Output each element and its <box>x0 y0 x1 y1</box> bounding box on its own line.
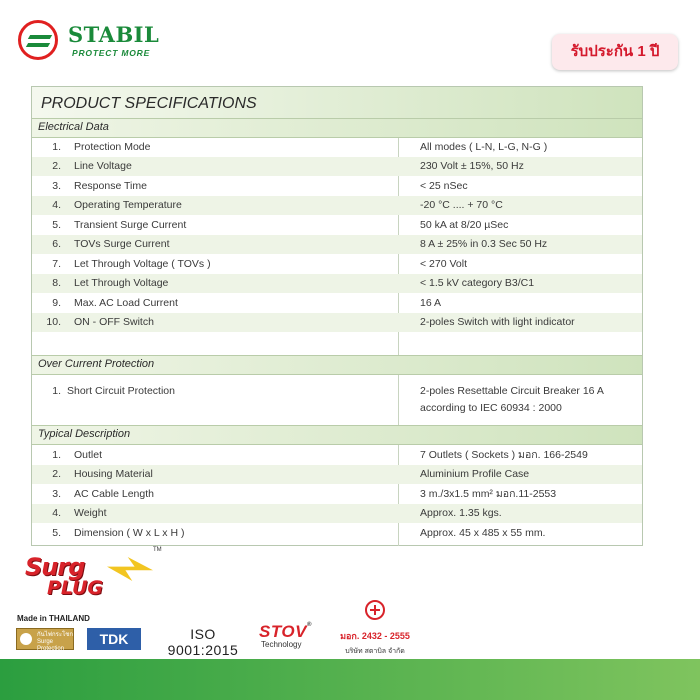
section-typical <box>32 425 642 445</box>
surge-protection-icon <box>20 633 32 645</box>
row-value: 16 A <box>420 297 442 309</box>
row-number: 8. <box>52 277 61 289</box>
row-value: 50 kA at 8/20 µSec <box>420 219 509 231</box>
spec-row <box>32 235 642 254</box>
spec-row <box>32 385 642 423</box>
row-number: 7. <box>52 258 61 270</box>
stov-subtitle: Technology <box>261 640 302 649</box>
surge-plug-logo-top: Surg <box>25 553 85 581</box>
tdk-logo: TDK <box>87 628 141 650</box>
row-value: 230 Volt ± 15%, 50 Hz <box>420 160 524 172</box>
section-title-over-current: Over Current Protection <box>38 358 155 370</box>
section-title-electrical: Electrical Data <box>38 121 109 133</box>
row-number: 10. <box>46 316 61 328</box>
row-value: 8 A ± 25% in 0.3 Sec 50 Hz <box>420 238 548 250</box>
row-value-line2: according to IEC 60934 : 2000 <box>420 402 562 414</box>
row-label: Operating Temperature <box>74 199 182 211</box>
row-number: 6. <box>52 238 61 250</box>
trademark-mark: TM <box>153 547 162 553</box>
row-label: Line Voltage <box>74 160 132 172</box>
section-electrical <box>32 118 642 138</box>
row-value: < 25 nSec <box>420 180 468 192</box>
warranty-badge: รับประกัน 1 ปี <box>552 34 678 70</box>
row-label: ON - OFF Switch <box>74 316 154 328</box>
section-over-current <box>32 355 642 375</box>
surge-plug-logo <box>17 547 162 607</box>
spec-row <box>32 196 642 215</box>
surge-plug-logo-bottom: PLUG <box>47 577 104 599</box>
stabil-logo <box>18 18 168 64</box>
row-label: Let Through Voltage <box>74 277 169 289</box>
spec-row <box>32 465 642 484</box>
stov-logo <box>259 622 325 649</box>
stov-name: STOV <box>259 622 307 641</box>
row-number: 1. <box>52 449 61 461</box>
row-value: Approx. 45 x 485 x 55 mm. <box>420 527 546 539</box>
stov-name-line <box>259 622 325 642</box>
row-value: < 270 Volt <box>420 258 467 270</box>
row-label: AC Cable Length <box>74 488 154 500</box>
row-label: Response Time <box>74 180 147 192</box>
row-label: Let Through Voltage ( TOVs ) <box>74 258 211 270</box>
spec-row <box>32 274 642 293</box>
registered-mark: ® <box>306 622 312 628</box>
row-number: 1. <box>52 385 61 397</box>
row-label: Max. AC Load Current <box>74 297 178 309</box>
row-label: Housing Material <box>74 468 153 480</box>
iso-standard: ISO 9001:2015 <box>167 626 239 658</box>
spec-row <box>32 504 642 523</box>
footer-green-bar <box>0 659 700 700</box>
row-number: 4. <box>52 199 61 211</box>
brand-tagline: PROTECT MORE <box>72 48 151 58</box>
row-label: Short Circuit Protection <box>67 385 175 397</box>
row-number: 5. <box>52 527 61 539</box>
spec-row <box>32 313 642 332</box>
surge-protection-badge <box>16 628 74 650</box>
row-number: 4. <box>52 507 61 519</box>
row-number: 5. <box>52 219 61 231</box>
section-title-typical: Typical Description <box>38 428 131 440</box>
row-number: 1. <box>52 141 61 153</box>
row-value: Aluminium Profile Case <box>420 468 530 480</box>
row-value: All modes ( L-N, L-G, N-G ) <box>420 141 548 153</box>
row-value: Approx. 1.35 kgs. <box>420 507 502 519</box>
row-number: 2. <box>52 468 61 480</box>
tis-number: มอก. 2432 - 2555 <box>340 631 410 641</box>
row-label: Transient Surge Current <box>74 219 187 231</box>
row-label: Dimension ( W x L x H ) <box>74 527 185 539</box>
tis-company: บริษัท สตาบิล จำกัด <box>345 648 405 655</box>
tis-mark-icon <box>365 600 385 620</box>
row-value: < 1.5 kV category B3/C1 <box>420 277 535 289</box>
row-label: Weight <box>74 507 107 519</box>
row-value: 2-poles Resettable Circuit Breaker 16 A <box>420 385 604 397</box>
brand-name: STABIL <box>68 22 160 47</box>
lightning-bolt-icon <box>107 557 153 581</box>
surge-protection-text: กันไฟกระโชก Surge Protection <box>37 632 74 652</box>
row-number: 3. <box>52 180 61 192</box>
row-number: 2. <box>52 160 61 172</box>
row-number: 9. <box>52 297 61 309</box>
row-value: 2-poles Switch with light indicator <box>420 316 575 328</box>
row-value: -20 °C .... + 70 °C <box>420 199 503 211</box>
row-value: 3 m./3x1.5 mm² มอก.11-2553 <box>420 488 557 500</box>
row-value: 7 Outlets ( Sockets ) มอก. 166-2549 <box>420 449 588 461</box>
row-label: Protection Mode <box>74 141 151 153</box>
stabil-logo-icon <box>18 20 58 60</box>
spec-table <box>31 86 643 546</box>
spec-row <box>32 157 642 176</box>
tis-certification <box>330 600 420 657</box>
row-label: Outlet <box>74 449 103 461</box>
row-label: TOVs Surge Current <box>74 238 170 250</box>
spec-title: PRODUCT SPECIFICATIONS <box>32 87 642 118</box>
row-number: 3. <box>52 488 61 500</box>
made-in-label: Made in THAILAND <box>17 614 90 623</box>
